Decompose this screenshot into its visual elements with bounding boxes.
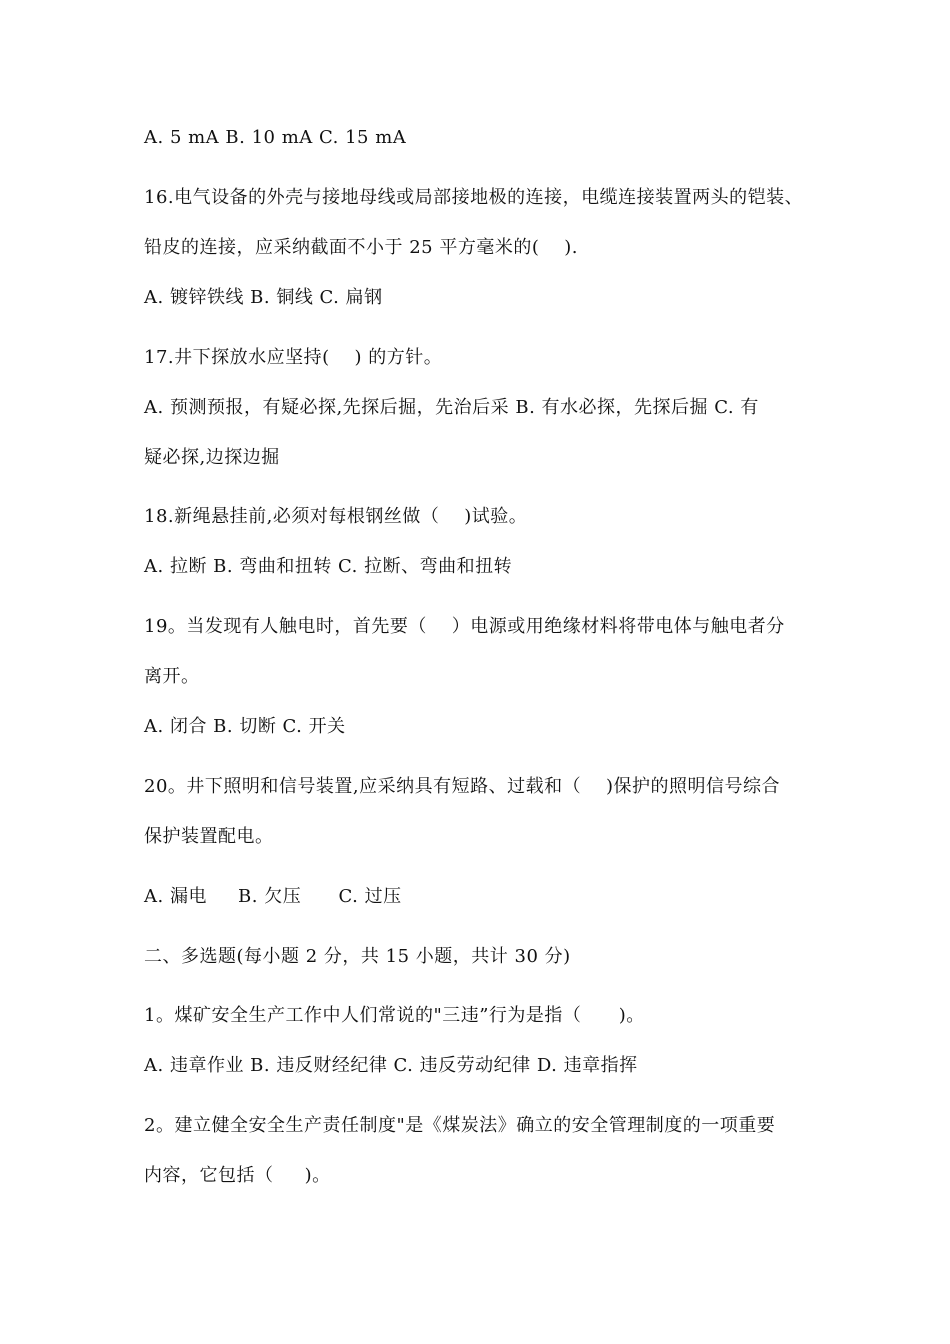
mq2-text-line2: 内容，它包括（ )。 — [144, 1165, 331, 1186]
mq1-text: 1。煤矿安全生产工作中人们常说的"三违”行为是指（ )。 — [144, 1005, 645, 1026]
q16-text-line2: 铅皮的连接，应采纳截面不小于 25 平方毫米的( ). — [144, 237, 578, 258]
mq1-options: A. 违章作业 B. 违反财经纪律 C. 违反劳动纪律 D. 违章指挥 — [144, 1055, 638, 1076]
q19-options: A. 闭合 B. 切断 C. 开关 — [144, 716, 346, 737]
q19-text-line2: 离开。 — [144, 666, 200, 687]
q20-options: A. 漏电 B. 欠压 C. 过压 — [144, 886, 402, 907]
q17-options-line1: A. 预测预报，有疑必探,先探后掘，先治后采 B. 有水必探，先探后掘 C. 有 — [144, 397, 759, 418]
q20-text-line1: 20。井下照明和信号装置,应采纳具有短路、过载和（ )保护的照明信号综合 — [144, 776, 781, 797]
q17-options-line2: 疑必探,边探边掘 — [144, 447, 280, 468]
q16-options: A. 镀锌铁线 B. 铜线 C. 扁钢 — [144, 287, 383, 308]
q18-text: 18.新绳悬挂前,必须对每根钢丝做（ )试验。 — [144, 506, 528, 527]
section-heading-multiple-choice: 二、多选题(每小题 2 分，共 15 小题，共计 30 分) — [144, 946, 571, 967]
q18-options: A. 拉断 B. 弯曲和扭转 C. 拉断、弯曲和扭转 — [144, 556, 513, 577]
q15-options: A. 5 mA B. 10 mA C. 15 mA — [144, 127, 407, 148]
q20-text-line2: 保护装置配电。 — [144, 826, 274, 847]
q17-text: 17.井下探放水应坚持( ) 的方针。 — [144, 347, 443, 368]
q19-text-line1: 19。当发现有人触电时，首先要（ ）电源或用绝缘材料将带电体与触电者分 — [144, 616, 785, 637]
mq2-text-line1: 2。建立健全安全生产责任制度"是《煤炭法》确立的安全管理制度的一项重要 — [144, 1115, 776, 1136]
q16-text-line1: 16.电气设备的外壳与接地母线或局部接地极的连接，电缆连接装置两头的铠装、 — [144, 187, 804, 208]
